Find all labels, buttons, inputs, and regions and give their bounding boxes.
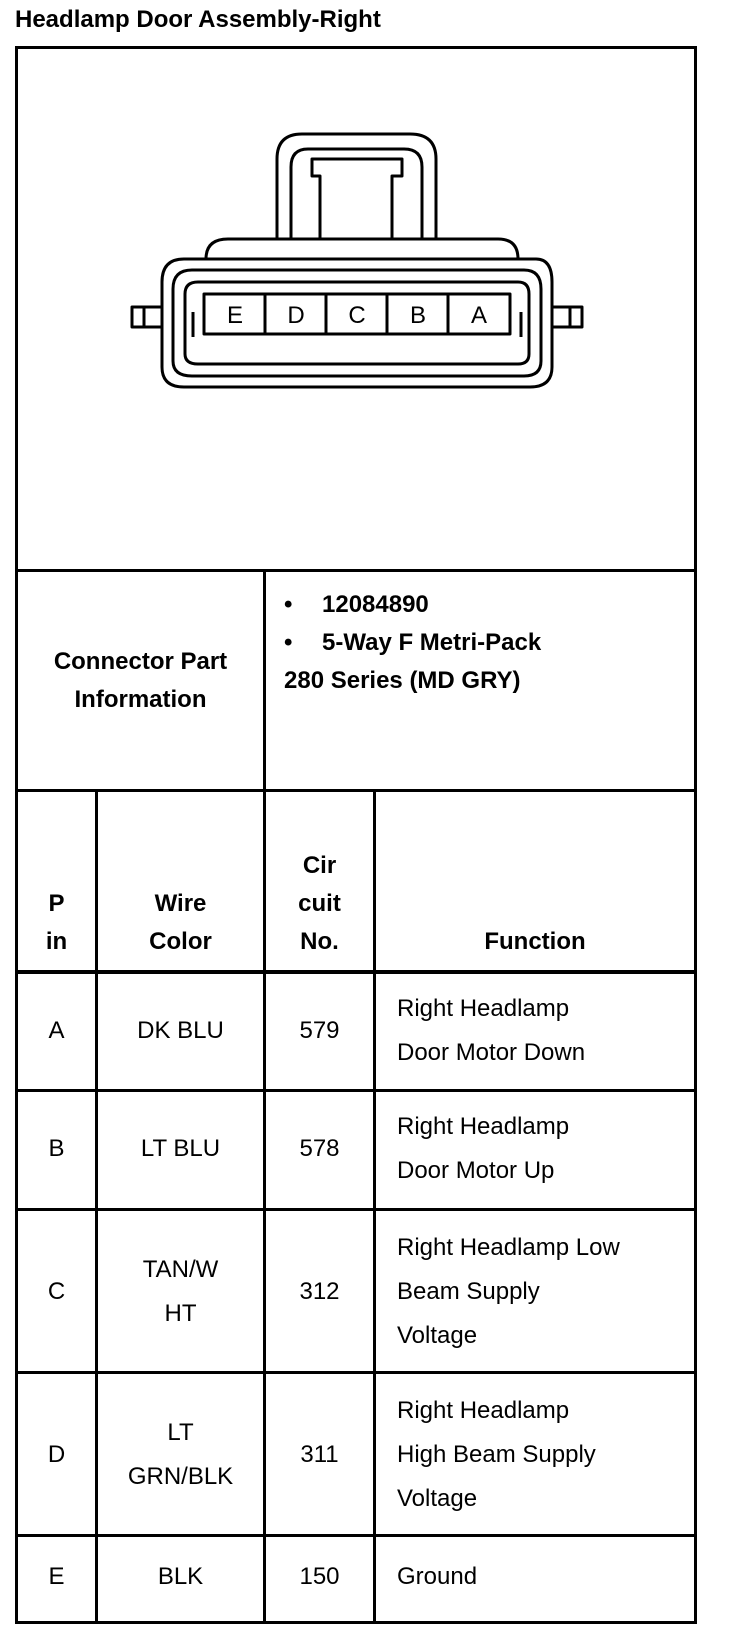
pin-cell: E bbox=[48, 1563, 65, 1590]
part-series: 280 Series (MD GRY) bbox=[284, 667, 521, 694]
connector-info-body bbox=[284, 586, 541, 700]
pin-cell: B bbox=[48, 1135, 65, 1162]
header-wire-color: Wire Color bbox=[149, 890, 212, 955]
divider bbox=[15, 789, 697, 792]
pin-cell: C bbox=[47, 1278, 66, 1305]
header-circuit-no: Cir cuit No. bbox=[298, 852, 341, 955]
cavity-label: A bbox=[470, 302, 488, 329]
function-cell: Right Headlamp High Beam Supply Voltage bbox=[397, 1397, 596, 1512]
pin-cell: A bbox=[48, 1017, 65, 1044]
wire-color-cell: DK BLU bbox=[137, 1017, 224, 1044]
part-description: 5-Way F Metri-Pack bbox=[322, 629, 542, 656]
function-cell: Right Headlamp Door Motor Up bbox=[397, 1113, 570, 1184]
divider bbox=[15, 1208, 697, 1211]
wire-color-cell: TAN/W HT bbox=[142, 1256, 219, 1327]
part-number: 12084890 bbox=[322, 591, 429, 618]
circuit-cell: 312 bbox=[299, 1278, 340, 1305]
cavity-label: B bbox=[409, 302, 427, 329]
pin-cell: D bbox=[47, 1441, 66, 1468]
circuit-cell: 579 bbox=[299, 1017, 340, 1044]
connector-diagram bbox=[18, 49, 694, 569]
function-cell: Right Headlamp Low Beam Supply Voltage bbox=[397, 1234, 620, 1349]
header-pin: P in bbox=[45, 890, 68, 955]
circuit-cell: 311 bbox=[300, 1441, 339, 1468]
connector-info-label-text: Connector Part Information bbox=[53, 647, 228, 713]
divider bbox=[15, 1371, 697, 1374]
bullet: • bbox=[284, 591, 293, 618]
function-cell: Ground bbox=[397, 1563, 478, 1590]
cavity-label: C bbox=[348, 302, 366, 329]
wire-color-cell: LT BLU bbox=[140, 1135, 221, 1162]
wire-color-cell: LT GRN/BLK bbox=[127, 1419, 234, 1490]
wire-color-cell: BLK bbox=[157, 1563, 204, 1590]
divider bbox=[263, 569, 266, 792]
cavity-label: E bbox=[226, 302, 244, 329]
divider bbox=[15, 1534, 697, 1537]
divider bbox=[373, 789, 376, 1624]
bullet: • bbox=[284, 629, 293, 656]
connector-info-label bbox=[18, 572, 263, 789]
divider bbox=[15, 1089, 697, 1092]
function-cell: Right Headlamp Door Motor Down bbox=[397, 995, 586, 1066]
page-title: Headlamp Door Assembly-Right bbox=[15, 6, 381, 33]
header-divider bbox=[15, 970, 697, 974]
circuit-cell: 150 bbox=[299, 1563, 340, 1590]
circuit-cell: 578 bbox=[299, 1135, 340, 1162]
cavity-label: D bbox=[287, 302, 305, 329]
header-function: Function bbox=[484, 928, 586, 955]
